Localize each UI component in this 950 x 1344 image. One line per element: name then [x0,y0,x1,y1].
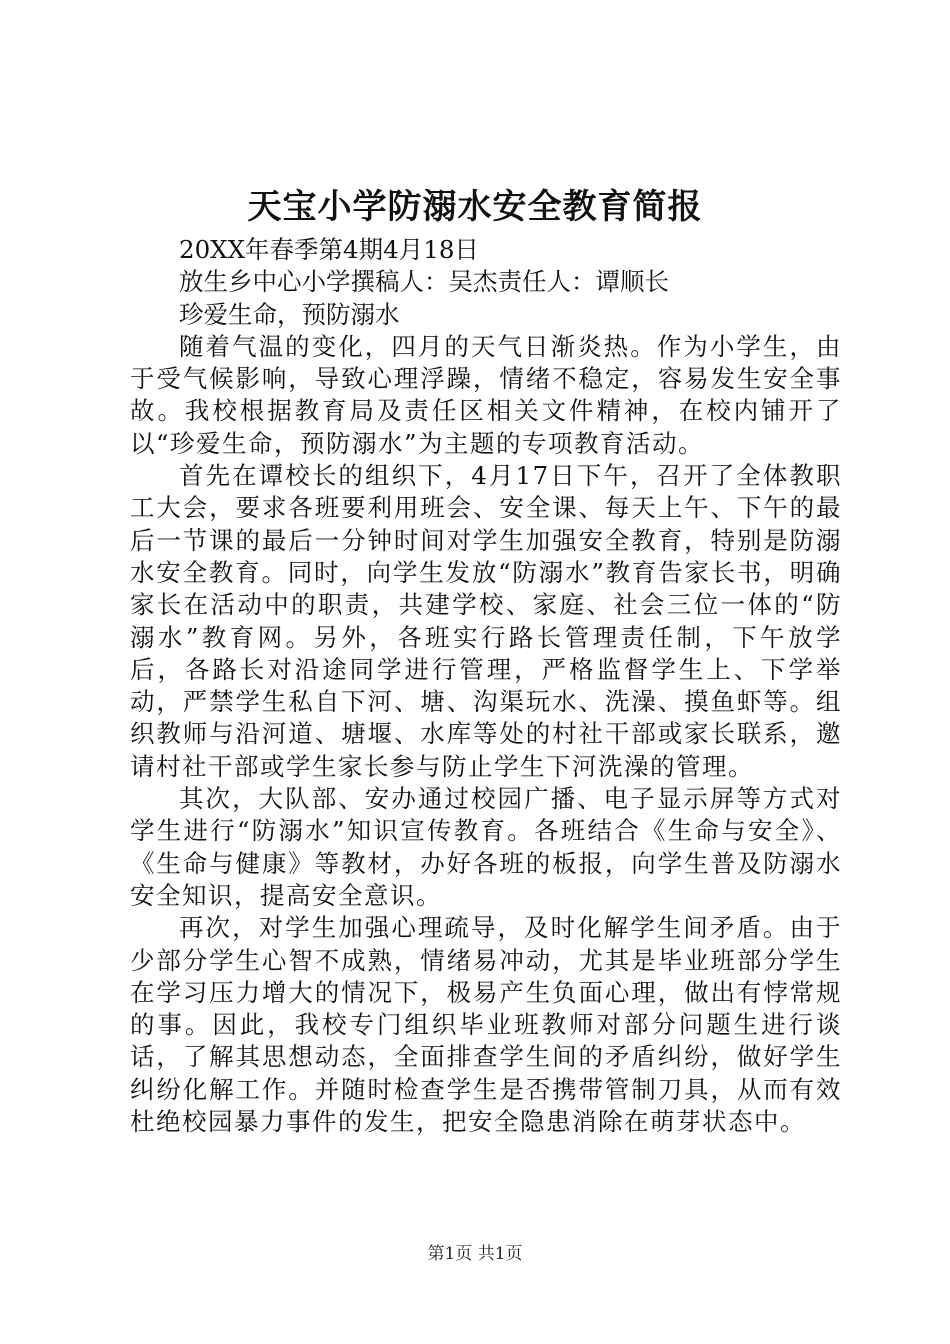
byline: 放生乡中心小学撰稿人：吴杰责任人：谭顺长 [179,267,669,297]
issue-line: 20XX年春季第4期4月18日 [179,235,479,264]
document-title: 天宝小学防溺水安全教育简报 [247,187,703,227]
page-footer: 第1页 共1页 [427,1244,523,1264]
paragraph-3: 其次，大队部、安办通过校园广播、电子显示屏等方式对学生进行“防溺水”知识宣传教育。各班结合《生命与安全》、《生命与健康》等教材，办好各班的板报，向学生普及防溺水安全知识，提高安全意识。 [130,784,842,910]
document-subtitle: 珍爱生命，预防溺水 [179,299,400,329]
paragraph-4: 再次，对学生加强心理疏导，及时化解学生间矛盾。由于少部分学生心智不成熟，情绪易冲动，尤其是毕业班部分学生在学习压力增大的情况下，极易产生负面心理，做出有悖常规的事。因此，我校专门组织毕业班教师对部分问题生进行谈话，了解其思想动态，全面排查学生间的矛盾纠纷，做好学生纠纷化解工作。并随时检查学生是否携带管制刀具，从而有效杜绝校园暴力事件的发生，把安全隐患消除在萌芽状态中。 [130,913,842,1137]
paragraph-1: 随着气温的变化，四月的天气日渐炎热。作为小学生，由于受气候影响，导致心理浮躁，情绪不稳定，容易发生安全事故。我校根据教育局及责任区相关文件精神，在校内铺开了以“珍爱生命，预防溺水”为主题的专项教育活动。 [130,331,842,458]
document-body [130,234,842,1138]
paragraph-2: 首先在谭校长的组织下，4月17日下午，召开了全体教职工大会，要求各班要利用班会、安全课、每天上午、下午的最后一节课的最后一分钟时间对学生加强安全教育，特别是防溺水安全教育。同时，向学生发放“防溺水”教育告家长书，明确家长在活动中的职责，共建学校、家庭、社会三位一体的“防溺水”教育网。另外，各班实行路长管理责任制，下午放学后，各路长对沿途同学进行管理，严格监督学生上、下学举动，严禁学生私自下河、塘、沟渠玩水、洗澡、摸鱼虾等。组织教师与沿河道、塘堰、水库等处的村社干部或家长联系，邀请村社干部或学生家长参与防止学生下河洗澡的管理。 [130,461,842,781]
